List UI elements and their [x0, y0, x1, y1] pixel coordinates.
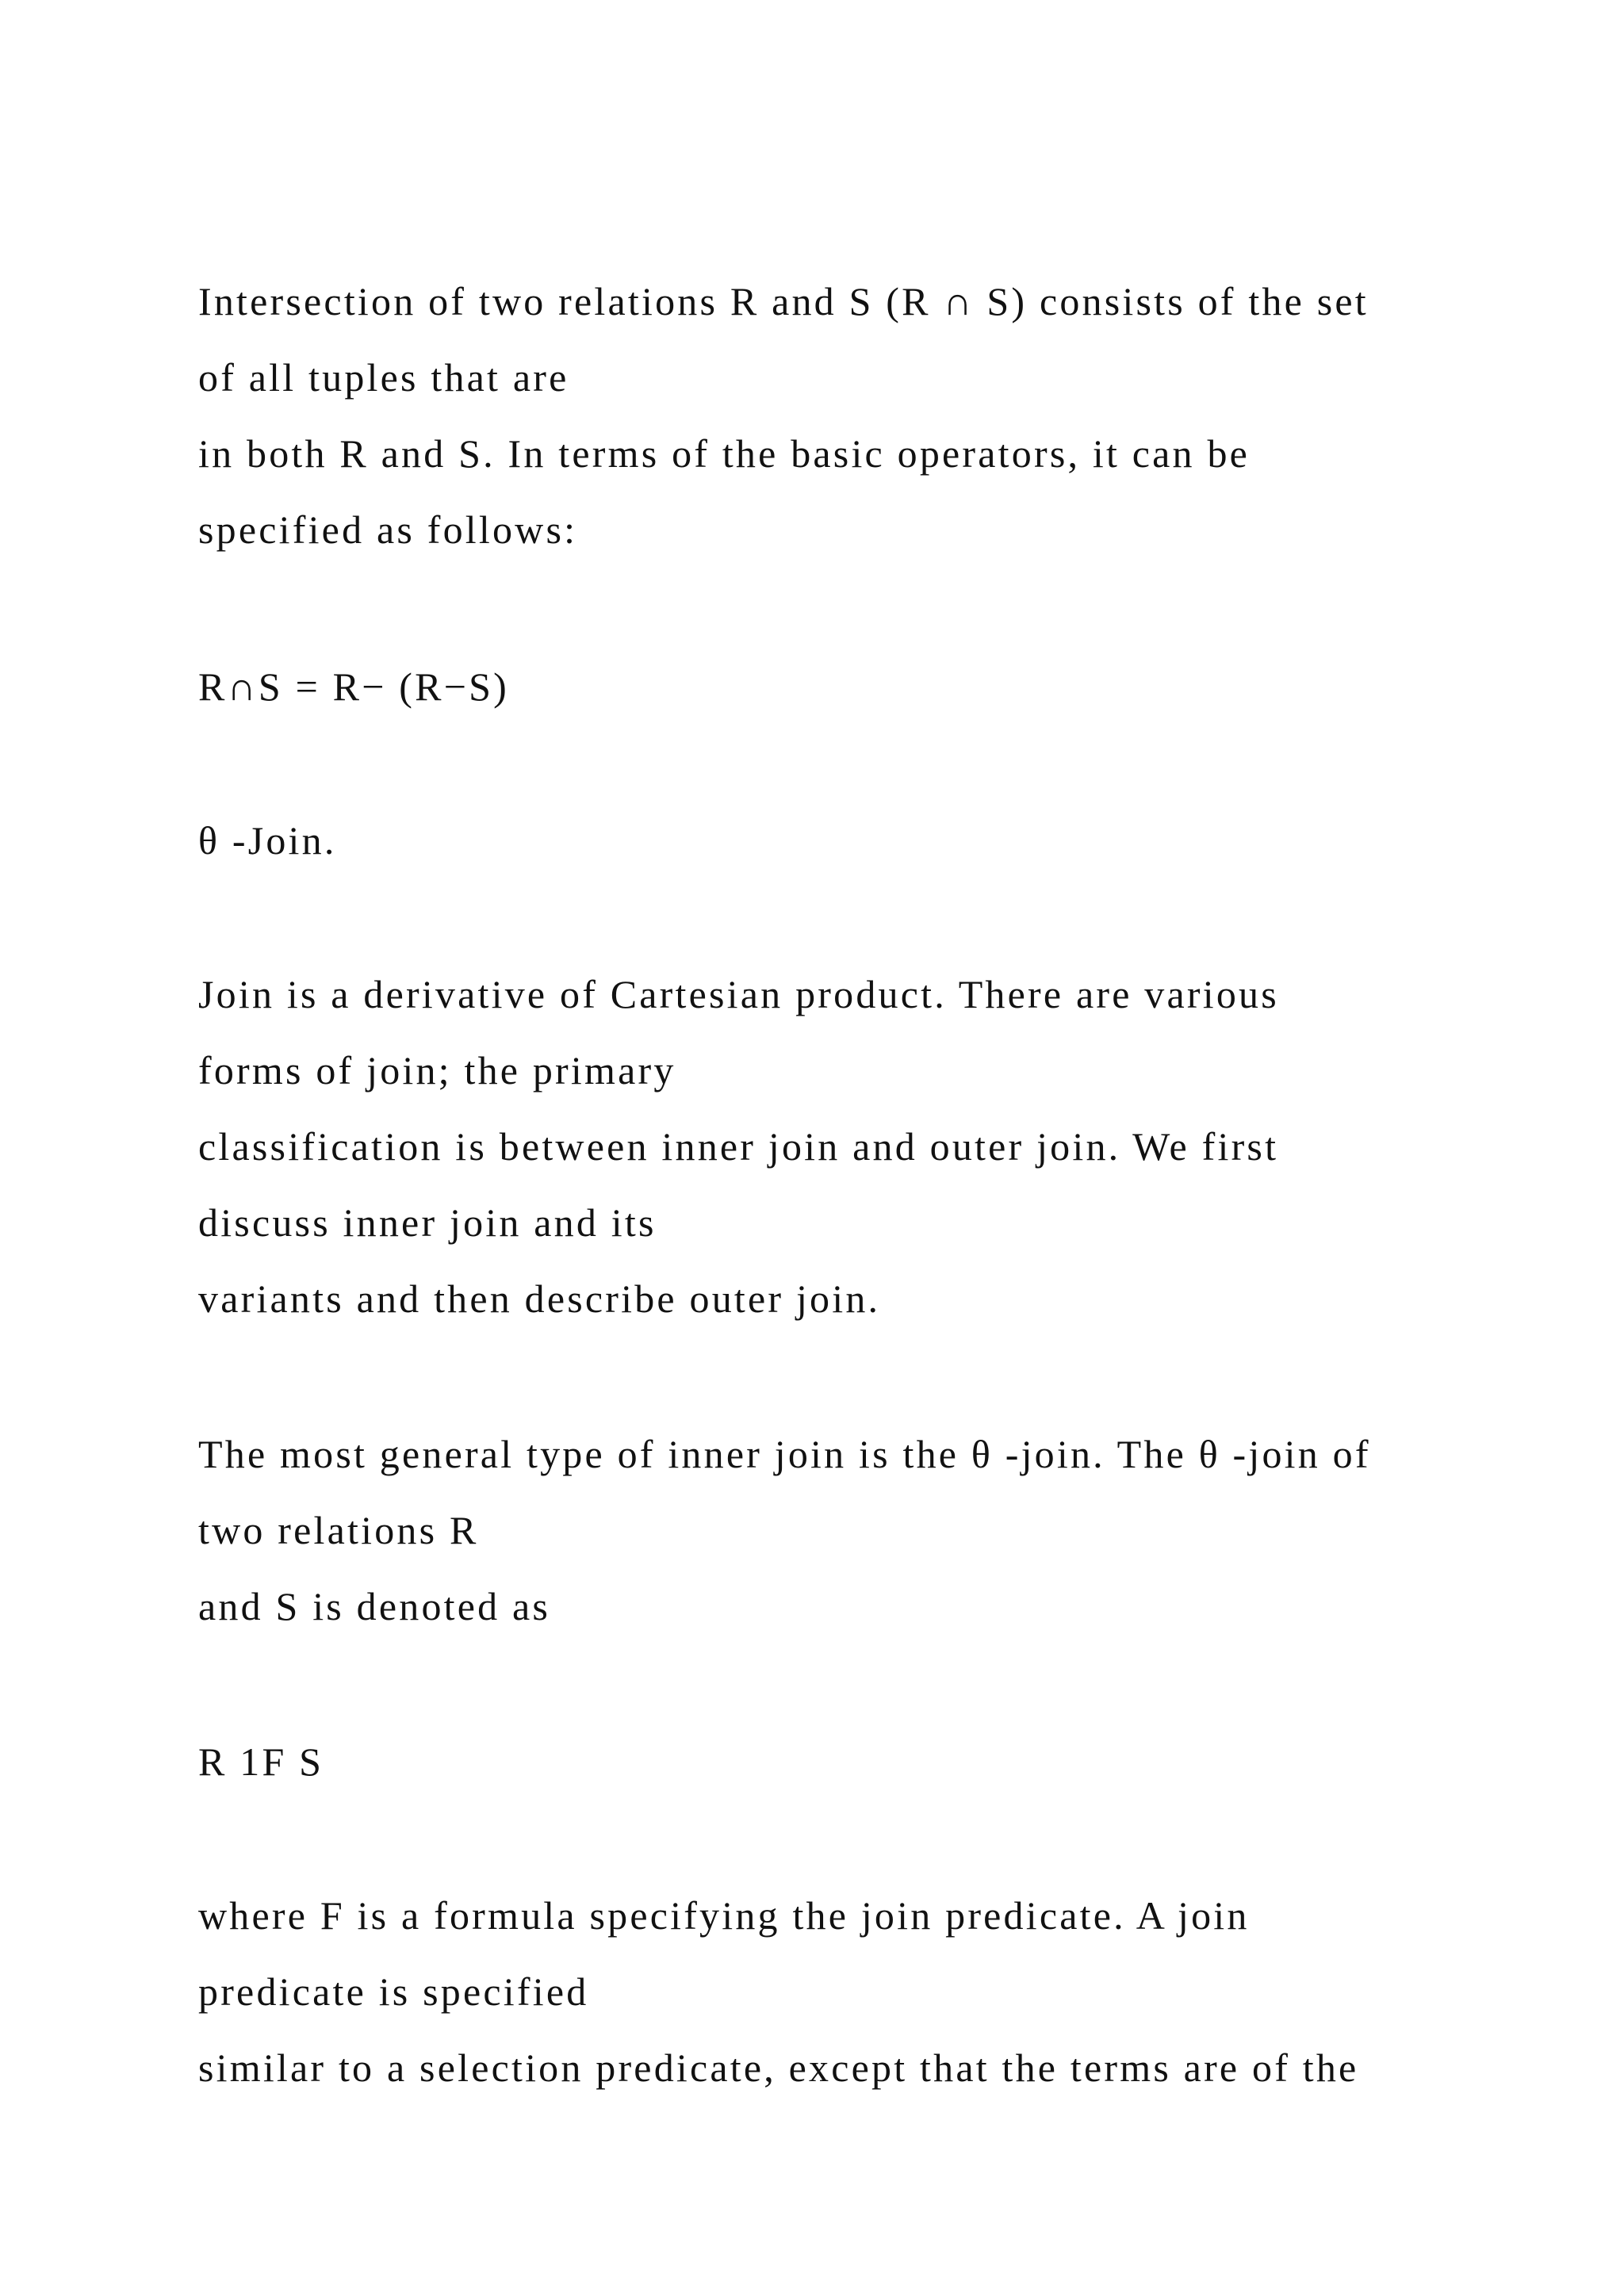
text-line: Intersection of two relations R and S (R ∩ S) consists of the set — [198, 279, 1369, 323]
text-line: two relations R — [198, 1508, 479, 1552]
text-line: in both R and S. In terms of the basic operators, it can be — [198, 431, 1251, 476]
text-line: Join is a derivative of Cartesian product. There are various — [198, 972, 1279, 1016]
formula-theta-join: R 1F S — [198, 1739, 324, 1784]
text-line: forms of join; the primary — [198, 1048, 676, 1093]
text-line: classification is between inner join and outer join. We first — [198, 1124, 1279, 1169]
section-heading-theta-join: θ -Join. — [198, 818, 337, 863]
text-line: and S is denoted as — [198, 1584, 551, 1628]
text-line: similar to a selection predicate, except that the terms are of the — [198, 2045, 1359, 2090]
text-line: specified as follows: — [198, 507, 578, 552]
text-line: where F is a formula specifying the join predicate. A join — [198, 1893, 1250, 1938]
text-line: of all tuples that are — [198, 355, 569, 400]
text-line: variants and then describe outer join. — [198, 1276, 881, 1321]
formula-intersection: R∩S = R− (R−S) — [198, 664, 509, 709]
text-line: discuss inner join and its — [198, 1200, 657, 1245]
text-line: predicate is specified — [198, 1969, 589, 2014]
text-line: The most general type of inner join is the θ -join. The θ -join of — [198, 1432, 1371, 1476]
